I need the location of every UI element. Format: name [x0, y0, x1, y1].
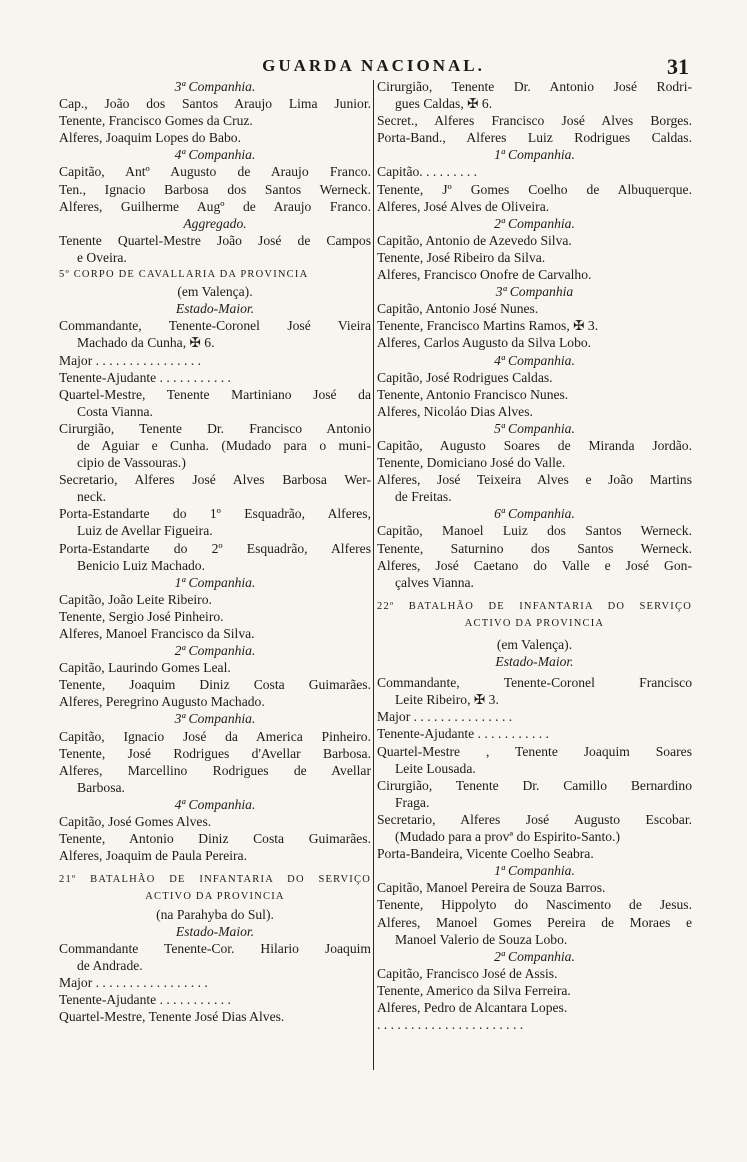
section-heading: 1ª Companhia.: [494, 147, 575, 163]
continuation-line: Leite Ribeiro, ✠ 3.: [395, 692, 499, 708]
unit-heading: ACTIVO DA PROVINCIA: [464, 617, 605, 629]
text-line: Alferes, Joaquim de Paula Pereira.: [59, 848, 247, 864]
text-line: Secretario, Alferes José Augusto Escobar.: [377, 811, 692, 827]
text-line: Ten., Ignacio Barbosa dos Santos Werneck.: [59, 181, 371, 197]
continuation-line: de Andrade.: [77, 957, 143, 973]
text-line: Tenente, José Ribeiro da Silva.: [377, 249, 546, 265]
text-line: Tenente, José Rodrigues d'Avellar Barbosa.: [59, 745, 371, 761]
text-line: Capitão, Augusto Soares de Miranda Jordão.: [377, 437, 692, 453]
continuation-line: Luiz de Avellar Figueira.: [77, 523, 213, 539]
text-line: Alferes, Manoel Francisco da Silva.: [59, 626, 255, 641]
text-line: Alferes, Joaquim Lopes do Babo.: [59, 130, 241, 146]
text-line: . . . . . . . . . . . . . . . . . . . . . .: [377, 1017, 524, 1033]
text-line: Tenente, Francisco Martins Ramos, ✠ 3.: [377, 318, 599, 334]
text-line: Quartel-Mestre, Tenente Martiniano José da: [59, 386, 371, 402]
text-line: Cap., João dos Santos Araujo Lima Junior.: [59, 96, 371, 112]
text-line: Capitão, Manoel Luiz dos Santos Werneck.: [377, 523, 692, 539]
unit-heading: ACTIVO DA PROVINCIA: [145, 891, 285, 903]
spacer: [377, 591, 692, 598]
text-line: Alferes, José Caetano do Valle e José Gon-: [377, 557, 692, 573]
text-line: Alferes, Carlos Augusto da Silva Lobo.: [377, 335, 592, 351]
section-heading: 3ª Companhia: [495, 284, 574, 300]
text-line: Cirurgião, Tenente Dr. Francisco Antonio: [59, 420, 371, 436]
section-heading: 1ª Companhia.: [494, 863, 575, 879]
text-line: Capitão, Laurindo Gomes Leal.: [59, 660, 231, 676]
text-line: Secretario, Alferes José Alves Barbosa Wer-: [59, 472, 371, 488]
text-line: Tenente, Francisco Gomes da Cruz.: [59, 113, 253, 129]
section-heading: 4ª Companhia.: [174, 147, 256, 163]
text-line: Commandante, Tenente-Coronel Francisco: [377, 675, 692, 691]
section-heading: Estado-Maior.: [495, 654, 574, 670]
text-line: Capitão, João Leite Ribeiro.: [59, 591, 212, 607]
text-line: Commandante Tenente-Cor. Hilario Joaquim: [59, 940, 371, 956]
section-heading: Aggregado.: [183, 215, 247, 231]
text-line: Capitão, Manoel Pereira de Souza Barros.: [377, 880, 606, 896]
text-line: Alferes, José Alves de Oliveira.: [377, 198, 550, 214]
text-line: Capitão, Antº Augusto de Araujo Franco.: [59, 164, 371, 180]
continuation-line: Costa Vianna.: [77, 403, 153, 419]
section-heading: 6ª Companhia.: [494, 506, 575, 522]
running-title: GUARDA NACIONAL.: [262, 56, 485, 75]
continuation-line: Barbosa.: [77, 779, 125, 795]
unit-heading: 21º BATALHÃO DE INFANTARIA DO SERVIÇO: [59, 874, 371, 886]
text-line: Tenente, Antonio Diniz Costa Guimarães.: [59, 831, 371, 847]
text-line: Tenente, Sergio José Pinheiro.: [59, 608, 224, 624]
text-line: Porta-Band., Alferes Luiz Rodrigues Caldas.: [377, 130, 692, 146]
section-heading: 4ª Companhia.: [494, 352, 575, 368]
text-line: Cirurgião, Tenente Dr. Camillo Bernardino: [377, 777, 692, 793]
text-line: Capitão, José Rodrigues Caldas.: [377, 369, 553, 385]
text-line: Alferes, Pedro de Alcantara Lopes.: [377, 999, 568, 1015]
section-heading: 3ª Companhia.: [174, 79, 256, 94]
column-rule: [373, 80, 374, 1070]
text-line: Secret., Alferes Francisco José Alves Borges.: [377, 113, 692, 129]
continuation-line: de Freitas.: [395, 489, 452, 505]
continuation-line: gues Caldas, ✠ 6.: [395, 96, 493, 112]
text-line: Capitão, José Gomes Alves.: [59, 814, 212, 830]
unit-heading: 22º BATALHÃO DE INFANTARIA DO SERVIÇO: [377, 600, 692, 612]
spacer: [59, 864, 371, 871]
section-heading: 4ª Companhia.: [174, 796, 256, 812]
text-line: Alferes, Nicoláo Dias Alves.: [377, 403, 533, 419]
text-line: Tenente-Ajudante . . . . . . . . . . .: [59, 991, 231, 1007]
text-line: Major . . . . . . . . . . . . . . . .: [59, 352, 201, 368]
continuation-line: cipio de Vassouras.): [77, 455, 186, 471]
section-heading: 5ª Companhia.: [494, 420, 575, 436]
section-heading: 1ª Companhia.: [174, 574, 256, 590]
text-line: Major . . . . . . . . . . . . . . .: [377, 709, 513, 725]
continuation-line: çalves Vianna.: [395, 574, 474, 590]
text-line: Alferes, Marcellino Rodrigues de Avellar: [59, 762, 371, 778]
text-line: de Aguiar e Cunha. (Mudado para o muni-: [77, 437, 371, 453]
section-location: (em Valença).: [177, 284, 253, 300]
left-column: [59, 78, 371, 1025]
text-line: Tenente, Saturnino dos Santos Werneck.: [377, 540, 692, 556]
text-line: Capitão, Antonio José Nunes.: [377, 301, 539, 317]
text-line: Porta-Bandeira, Vicente Coelho Seabra.: [377, 846, 594, 862]
section-location: (em Valença).: [496, 637, 573, 652]
text-line: Porta-Estandarte do 1º Esquadrão, Alferes,: [59, 506, 371, 522]
text-line: Tenente, Antonio Francisco Nunes.: [377, 386, 569, 402]
section-heading: 2ª Companhia.: [494, 948, 575, 964]
continuation-line: (Mudado para a provª do Espirito-Santo.): [395, 829, 620, 845]
text-line: Quartel-Mestre , Tenente Joaquim Soares: [377, 743, 692, 759]
continuation-line: neck.: [77, 489, 107, 505]
unit-heading: 5º CORPO DE CAVALLARIA DA PROVINCIA: [59, 269, 309, 281]
text-line: Alferes, Guilherme Augº de Araujo Franco.: [59, 198, 371, 214]
section-heading: 2ª Companhia.: [174, 643, 256, 659]
section-heading: Estado-Maior.: [175, 301, 255, 317]
text-line: Alferes, José Teixeira Alves e João Martins: [377, 472, 692, 488]
continuation-line: Leite Lousada.: [395, 760, 476, 776]
text-line: Capitão, Ignacio José da America Pinheiro.: [59, 728, 371, 744]
right-column: [377, 78, 692, 1033]
page-number: 31: [667, 54, 689, 79]
text-line: Quartel-Mestre, Tenente José Dias Alves.: [59, 1009, 285, 1025]
section-heading: 2ª Companhia.: [494, 215, 575, 231]
text-line: Tenente, Americo da Silva Ferreira.: [377, 982, 571, 998]
text-line: Tenente, Joaquim Diniz Costa Guimarães.: [59, 677, 371, 693]
continuation-line: Machado da Cunha, ✠ 6.: [77, 335, 215, 351]
continuation-line: Fraga.: [395, 794, 430, 810]
text-line: Capitão, Antonio de Azevedo Silva.: [377, 232, 572, 248]
text-line: Tenente-Ajudante . . . . . . . . . . .: [377, 726, 549, 742]
text-line: Capitão. . . . . . . . .: [377, 164, 478, 180]
text-line: Cirurgião, Tenente Dr. Antonio José Rodri-: [377, 79, 692, 94]
text-line: Tenente-Ajudante . . . . . . . . . . .: [59, 369, 231, 385]
text-line: Tenente, Jº Gomes Coelho de Albuquerque.: [377, 181, 692, 197]
text-line: Commandante, Tenente-Coronel José Vieira: [59, 318, 371, 334]
text-line: Alferes, Francisco Onofre de Carvalho.: [377, 267, 592, 283]
text-line: Alferes, Peregrino Augusto Machado.: [59, 694, 265, 710]
text-line: Capitão, Francisco José de Assis.: [377, 965, 558, 981]
text-line: Porta-Estandarte do 2º Esquadrão, Alferes: [59, 540, 371, 556]
continuation-line: Manoel Valerio de Souza Lobo.: [395, 931, 568, 947]
section-heading: Estado-Maior.: [175, 923, 255, 939]
text-line: Alferes, Manoel Gomes Pereira de Moraes e: [377, 914, 692, 930]
continuation-line: e Oveira.: [77, 249, 127, 265]
text-line: Tenente, Hippolyto do Nascimento de Jesus.: [377, 897, 692, 913]
text-line: Major . . . . . . . . . . . . . . . . .: [59, 974, 208, 990]
section-heading: 3ª Companhia.: [174, 711, 256, 727]
text-line: Tenente, Domiciano José do Valle.: [377, 455, 566, 471]
section-location: (na Parahyba do Sul).: [156, 906, 274, 922]
continuation-line: Benicio Luiz Machado.: [77, 557, 205, 573]
text-line: Tenente Quartel-Mestre João José de Campos: [59, 232, 371, 248]
